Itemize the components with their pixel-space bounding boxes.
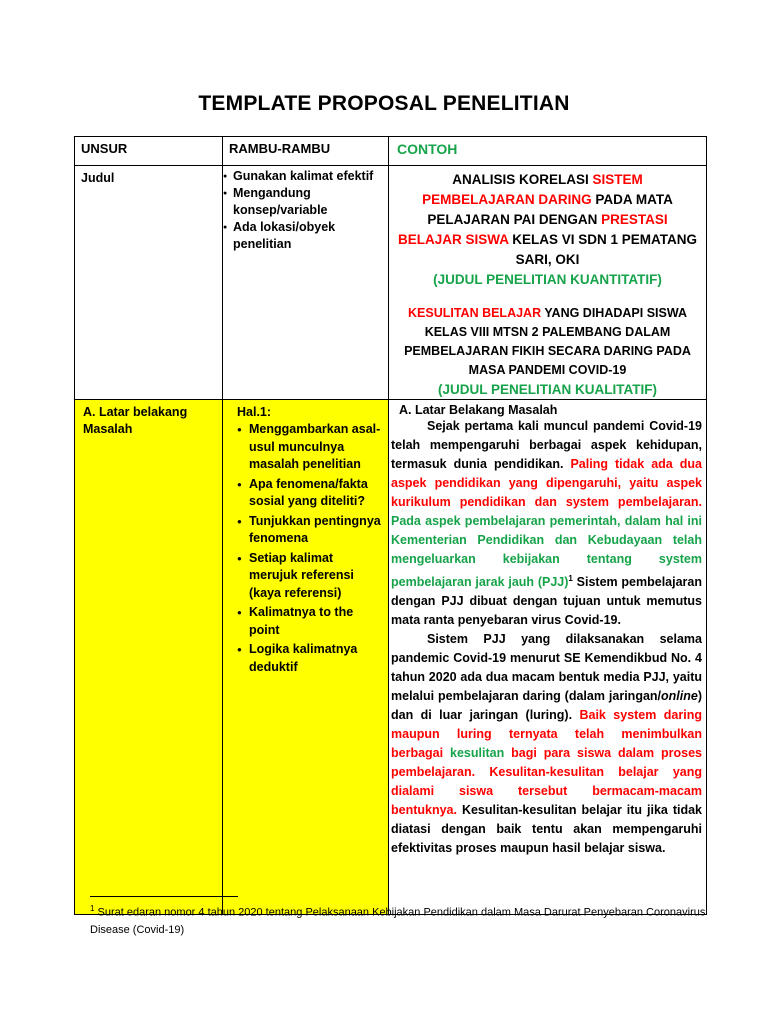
latar-cell (75, 400, 223, 915)
quantitative-label: (JUDUL PENELITIAN KUANTITATIF) (433, 272, 662, 287)
latar-contoh-cell (389, 400, 707, 915)
list-item: ● Tunjukkan pentingnya fenomena (237, 513, 384, 548)
footnote-divider (90, 896, 238, 897)
paragraph-2: Sistem PJJ yang dilaksanakan selama pandemic Covid-19 menurut SE Kemendikbud No. 4 tahun 2020 ada dua macam bentuk media PJJ, yaitu melalui pembelajaran daring (dalam jaringan/online) dan di luar jaringan (luring). Baik system daring maupun luring ternyata telah menimbulkan berbagai kesulitan bagi para siswa dalam proses pembelajaran. Kesulitan-kesulitan belajar yang dialami siswa tersebut bermacam-macam bentuknya. Kesulitan-kesulitan belajar itu jika tidak diatasi dengan baik tentu akan mempengaruhi efektivitas proses maupun hasil belajar siswa. (391, 632, 702, 856)
qualitative-label: (JUDUL PENELITIAN KUALITATIF) (438, 382, 657, 397)
latar-label: A. Latar belakang Masalah (83, 405, 188, 436)
list-item: ● Menggambarkan asal-usul munculnya masalah penelitian (237, 421, 384, 474)
header-rambu: RAMBU-RAMBU (223, 137, 389, 166)
quantitative-title-example: ANALISIS KORELASI SISTEM PEMBELAJARAN DARING PADA MATA PELAJARAN PAI DENGAN PRESTASI BELAJAR SISWA KELAS VI SDN 1 PEMATANG SARI, OKI (JUDUL PENELITIAN KUANTITATIF) (389, 166, 706, 290)
judul-contoh-cell (389, 166, 707, 400)
list-item: ● Logika kalimatnya deduktif (237, 641, 384, 676)
judul-rambu-cell (223, 166, 389, 400)
footnote: $^1$ Surat edaran nomor 4 tahun 2020 tentang Pelaksanaan Kebijakan Pendidikan dalam Masa Darurat Penyebaran Coronavirus Disease (Covid-19) (90, 904, 706, 936)
footnote-ref: 1 (568, 574, 573, 583)
list-item: ● Setiap kalimat merujuk referensi (kaya referensi) (237, 550, 384, 603)
table-row-judul (75, 166, 707, 400)
qualitative-title-example: KESULITAN BELAJAR YANG DIHADAPI SISWA KELAS VIII MTSN 2 PALEMBANG DALAM PEMBELAJARAN FIKIH SECARA DARING PADA MASA PANDEMI COVID-19 (JUDUL PENELITIAN KUALITATIF) (389, 290, 706, 399)
header-contoh: CONTOH (389, 137, 707, 166)
header-row (75, 137, 707, 166)
list-item: ● Ada lokasi/obyek penelitian (223, 219, 388, 253)
list-item: ● Mengandung konsep/variable (223, 185, 388, 219)
proposal-table (74, 136, 707, 915)
hal-label: Hal.1: (237, 405, 272, 419)
list-item: ● Gunakan kalimat efektif (223, 168, 388, 185)
judul-label: Judul (81, 171, 115, 185)
latar-rambu-cell (223, 400, 389, 915)
judul-rambu-list (223, 168, 388, 253)
list-item: ● Kalimatnya to the point (237, 604, 384, 639)
latar-rambu-list (223, 421, 388, 676)
header-unsur: UNSUR (75, 137, 223, 166)
judul-cell (75, 166, 223, 400)
page-title: TEMPLATE PROPOSAL PENELITIAN (198, 92, 570, 115)
paragraph-1: Sejak pertama kali muncul pandemi Covid-19 telah mempengaruhi berbagai aspek kehidupan, termasuk dunia pendidikan. Paling tidak ada dua aspek pendidikan yang dipengaruhi, yaitu aspek kurikulum pendidikan dan system pembelajaran. Pada aspek pembelajaran pemerintah, dalam hal ini Kementerian Pendidikan dan Kebudayaan telah mengeluarkan kebijakan tentang system pembelajaran jarak jauh (PJJ)$^1$ Sistem pembelajaran dengan PJJ dibuat dengan tujuan untuk memutus mata ranta penyebaran virus Covid-19. (391, 419, 703, 628)
section-heading: A. Latar Belakang Masalah (399, 403, 558, 417)
table-row-latar-belakang (75, 400, 707, 915)
list-item: ● Apa fenomena/fakta sosial yang diteliti? (237, 476, 384, 511)
